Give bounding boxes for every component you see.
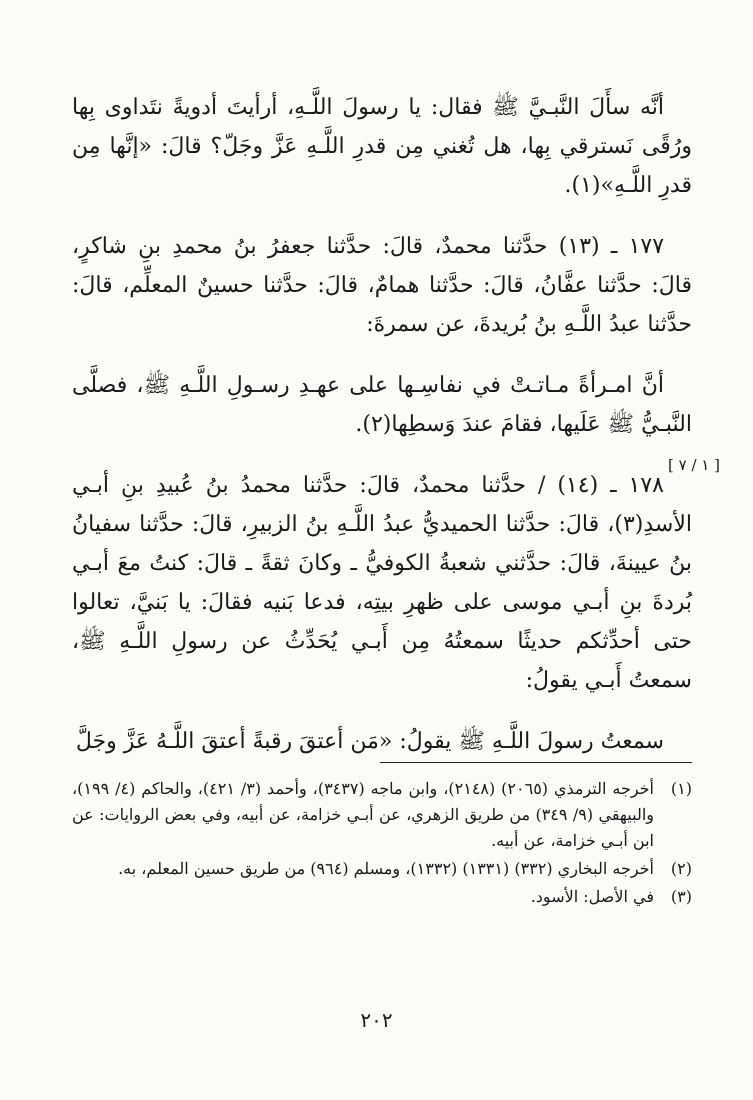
manuscript-folio-marker: [ ١ / ٧ ] (668, 456, 720, 474)
footnote-item (72, 856, 692, 882)
paragraph-hadith-178-matn: سمعتُ رسولَ اللَّـهِ ﷺ يقولُ: «مَن أعتقَ رقبةً أعتقَ اللَّـهُ عَزَّ وجَلَّ (75, 729, 664, 754)
page-number: ٢٠٢ (360, 1008, 393, 1032)
footnote-text: أخرجه البخاري (٣٣٢) (١٣٣١) (١٣٣٢)، ومسلم (٩٦٤) من طريق حسين المعلم، به. (118, 859, 654, 878)
paragraph-hadith-178-isnad: ١٧٨ ـ (١٤) / حدَّثنا محمدٌ، قالَ: حدَّثنا محمدُ بنُ عُبيدِ بنِ أبـي الأسدِ(٣)، قالَ: حدَّثنا الحميديُّ عبدُ اللَّـهِ بنُ الزبيرِ، قالَ: حدَّثنا سفيانُ بنُ عيينةَ، قالَ: حدَّثني شعبةُ الكوفيُّ ـ وكانَ ثقةً ـ قالَ: كنتُ معَ أبـي بُردةَ بنِ أبـي موسى على ظهرِ بيتِه، فدعا بَنيه فقالَ: يا بَنيَّ، تعالوا حتى أحدِّثكم حديثًا سمعتُهُ مِن أَبـي يُحَدِّثُ عن رسولِ اللَّـهِ ﷺ، سمعتُ أَبـي يقولُ: (72, 473, 692, 693)
footnote-number: (٣) (670, 887, 692, 906)
footnote-item (72, 776, 692, 854)
footnote-text: أخرجه الترمذي (٢٠٦٥) (٢١٤٨)، وابن ماجه (٣٤٣٧)، وأحمد (٣/ ٤٢١)، والحاكم (٤/ ١٩٩)، والبيهقي (٩/ ٣٤٩) من طريق الزهري، عن أبـي خزامة، عن أبيه، وفي بعض الروايات: عن ابن أبـي خزامة، عن أبيه. (72, 779, 655, 850)
footnotes (72, 776, 692, 912)
paragraph-hadith-177-matn: أنَّ امـرأةً مـاتـتْ في نفاسِـها على عهـدِ رسـولِ اللَّـهِ ﷺ، فصلَّى النَّبـيُّ ﷺ عَلَيها، فقامَ عندَ وَسطِها(٢). (72, 373, 692, 437)
footnote-text: في الأصل: الأسود. (530, 887, 654, 906)
footnote-divider (380, 762, 692, 763)
main-text (72, 88, 692, 783)
paragraph-hadith-177-isnad: ١٧٧ ـ (١٣) حدَّثنا محمدٌ، قالَ: حدَّثنا جعفرُ بنُ محمدِ بنِ شاكرٍ، قالَ: حدَّثنا عفَّانُ، قالَ: حدَّثنا همامٌ، قالَ: حدَّثنا حسينٌ المعلِّم، قالَ: حدَّثنا عبدُ اللَّـهِ بنُ بُريدةَ، عن سمرةَ: (72, 234, 692, 337)
footnote-number: (٢) (670, 859, 692, 878)
footnote-number: (١) (670, 779, 692, 798)
paragraph-hadith-176-end: أنَّه سأَلَ النَّبـيَّ ﷺ فقال: يا رسولَ اللَّـهِ، أرأيتَ أدويةً نتَداوى بِها ورُقًى نَسترقي بِها، هل تُغني مِن قدرِ اللَّـهِ عَزَّ وجَلّ؟ قالَ: «إنَّها مِن قدرِ اللَّـهِ»(١). (72, 95, 692, 198)
footnote-item (72, 884, 692, 910)
